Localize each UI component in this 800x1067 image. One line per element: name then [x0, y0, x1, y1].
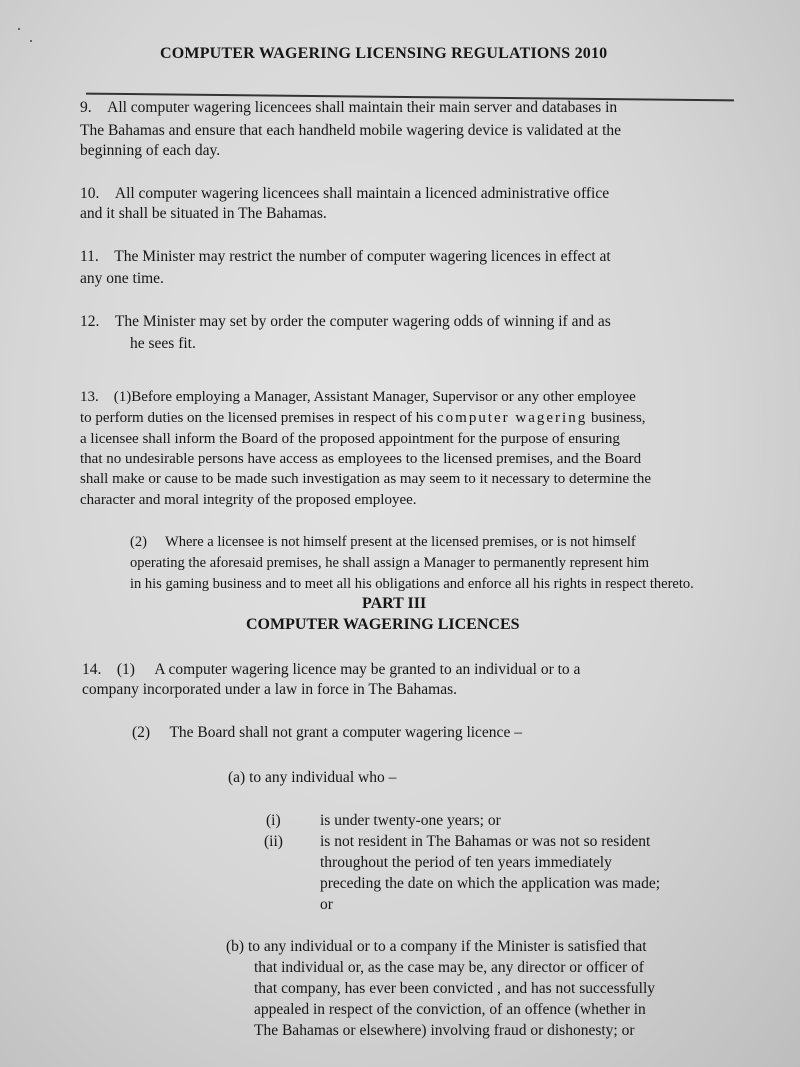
section-13-2-line-2: operating the aforesaid premises, he shall assign a Manager to permanently represent him	[130, 555, 650, 571]
section-14-2: (2) The Board shall not grant a computer wagering licence –	[132, 724, 522, 741]
clause-b-line-2: that individual or, as the case may be, any director or officer of	[254, 959, 644, 976]
section-13-2-line-1: (2) Where a licensee is not himself present at the licensed premises, or is not himself	[130, 534, 636, 550]
section-11-line-2: any one time.	[80, 270, 164, 287]
part-heading: PART III	[362, 595, 427, 612]
section-13-line-4: that no undesirable persons have access as employees to the licensed premises, and the Board	[80, 451, 642, 467]
item-i-text: is under twenty-one years; or	[320, 812, 501, 829]
section-13-line-6: character and moral integrity of the proposed employee.	[80, 492, 417, 508]
speck-mark	[18, 28, 20, 30]
section-12-line-2: he sees fit.	[130, 335, 196, 352]
item-ii-line-3: preceding the date on which the application was made;	[320, 875, 661, 892]
page-title: COMPUTER WAGERING LICENSING REGULATIONS 2010	[160, 45, 608, 62]
section-13-line-3: a licensee shall inform the Board of the proposed appointment for the purpose of ensuring	[80, 431, 620, 447]
clause-b-line-3: that company, has ever been convicted , and has not successfully	[254, 980, 656, 997]
clause-a: (a) to any individual who –	[228, 769, 397, 786]
section-12-line-1: 12. The Minister may set by order the computer wagering odds of winning if and as	[80, 313, 611, 330]
section-13-2-line-3: in his gaming business and to meet all his obligations and enforce all his rights in respect thereto.	[130, 576, 694, 592]
item-ii-line-1: is not resident in The Bahamas or was not so resident	[320, 833, 651, 850]
section-13-line-2: to perform duties on the licensed premises in respect of his computer wagering business,	[80, 410, 646, 426]
section-11-line-1: 11. The Minister may restrict the number of computer wagering licences in effect at	[80, 248, 611, 265]
section-10-line-1: 10. All computer wagering licencees shall maintain a licenced administrative office	[80, 185, 610, 202]
section-10-line-2: and it shall be situated in The Bahamas.	[80, 205, 327, 222]
section-9-line-1: 9. All computer wagering licencees shall maintain their main server and databases in	[80, 99, 618, 116]
section-14-line-2: company incorporated under a law in force in The Bahamas.	[82, 681, 458, 698]
clause-b-line-1: (b) to any individual or to a company if the Minister is satisfied that	[226, 938, 647, 955]
item-ii-line-2: throughout the period of ten years immediately	[320, 854, 612, 871]
section-9-line-2: The Bahamas and ensure that each handheld mobile wagering device is validated at the	[80, 122, 622, 139]
section-9-line-3: beginning of each day.	[80, 142, 221, 159]
section-13-line-5: shall make or cause to be made such investigation as may seem to it necessary to determine the	[80, 471, 652, 487]
speck-mark	[30, 40, 32, 42]
part-title: COMPUTER WAGERING LICENCES	[246, 616, 520, 633]
section-14-line-1: 14. (1) A computer wagering licence may be granted to an individual or to a	[82, 661, 581, 678]
section-13-line-1: 13. (1)Before employing a Manager, Assistant Manager, Supervisor or any other employee	[80, 389, 636, 405]
clause-b-line-4: appealed in respect of the conviction, of an offence (whether in	[254, 1001, 646, 1018]
item-i-number: (i)	[266, 812, 281, 829]
clause-b-line-5: The Bahamas or elsewhere) involving fraud or dishonesty; or	[254, 1022, 635, 1039]
item-ii-number: (ii)	[264, 833, 283, 850]
item-ii-line-4: or	[320, 896, 333, 913]
